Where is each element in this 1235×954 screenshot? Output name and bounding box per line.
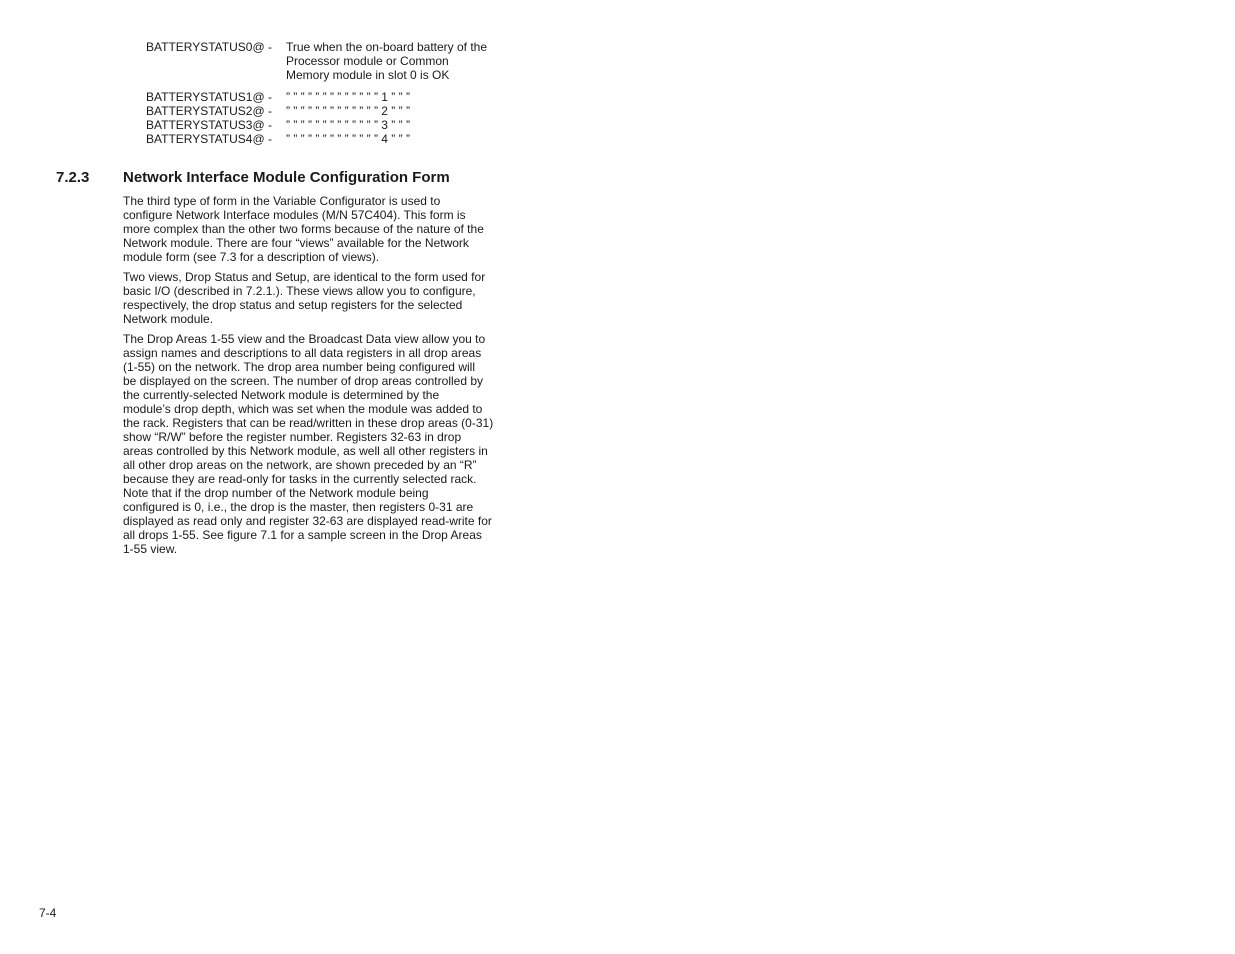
battery-status-definitions xyxy=(146,40,516,146)
paragraph xyxy=(123,332,511,556)
text-line: Network module. xyxy=(123,312,214,326)
text-line: assign names and descriptions to all data registers in all drop areas xyxy=(123,346,482,360)
section-body xyxy=(123,194,511,562)
text-line: the currently-selected Network module is determined by the xyxy=(123,388,440,402)
text-line: 1-55 view. xyxy=(123,542,178,556)
text-line: module form (see 7.3 for a description of views). xyxy=(123,250,380,264)
definition-line: Processor module or Common xyxy=(286,54,449,68)
text-line: The Drop Areas 1-55 view and the Broadcast Data view allow you to xyxy=(123,332,486,346)
text-line: all drops 1-55. See figure 7.1 for a sample screen in the Drop Areas xyxy=(123,528,482,542)
text-line: Note that if the drop number of the Network module being xyxy=(123,486,429,500)
ditto-marks: ” ” ” ” ” ” ” ” ” ” ” ” ” 3 ” ” ” xyxy=(286,118,410,132)
paragraph xyxy=(123,270,511,326)
ditto-marks: ” ” ” ” ” ” ” ” ” ” ” ” ” 1 ” ” ” xyxy=(286,90,410,104)
definition-row xyxy=(146,118,516,132)
definition-line: Memory module in slot 0 is OK xyxy=(286,68,450,82)
text-line: basic I/O (described in 7.2.1.). These views allow you to configure, xyxy=(123,284,476,298)
text-line: because they are read-only for tasks in the currently selected rack. xyxy=(123,472,477,486)
text-line: module’s drop depth, which was set when the module was added to xyxy=(123,402,483,416)
text-line: more complex than the other two forms because of the nature of the xyxy=(123,222,484,236)
definition-row xyxy=(146,40,516,82)
definition-term: BATTERYSTATUS4@ - xyxy=(146,132,272,146)
ditto-marks: ” ” ” ” ” ” ” ” ” ” ” ” ” 2 ” ” ” xyxy=(286,104,410,118)
text-line: areas controlled by this Network module, as well all other registers in xyxy=(123,444,488,458)
definition-row xyxy=(146,90,516,104)
text-line: (1-55) on the network. The drop area number being configured will xyxy=(123,360,475,374)
definition-row xyxy=(146,104,516,118)
definition-description xyxy=(286,40,516,82)
section-title: Network Interface Module Configuration Form xyxy=(123,169,450,186)
ditto-marks: ” ” ” ” ” ” ” ” ” ” ” ” ” 4 ” ” ” xyxy=(286,132,410,146)
definition-term: BATTERYSTATUS2@ - xyxy=(146,104,272,118)
text-line: Network module. There are four “views” available for the Network xyxy=(123,236,469,250)
text-line: The third type of form in the Variable Configurator is used to xyxy=(123,194,441,208)
section-heading xyxy=(56,169,450,187)
definition-term: BATTERYSTATUS3@ - xyxy=(146,118,272,132)
text-line: the rack. Registers that can be read/written in these drop areas (0-31) xyxy=(123,416,494,430)
text-line: displayed as read only and register 32-63 are displayed read-write for xyxy=(123,514,492,528)
definition-term: BATTERYSTATUS0@ - xyxy=(146,40,272,54)
text-line: be displayed on the screen. The number of drop areas controlled by xyxy=(123,374,483,388)
text-line: all other drop areas on the network, are shown preceded by an “R” xyxy=(123,458,477,472)
definition-term: BATTERYSTATUS1@ - xyxy=(146,90,272,104)
text-line: respectively, the drop status and setup registers for the selected xyxy=(123,298,463,312)
text-line: configure Network Interface modules (M/N 57C404). This form is xyxy=(123,208,466,222)
text-line: show “R/W” before the register number. Registers 32-63 in drop xyxy=(123,430,462,444)
paragraph xyxy=(123,194,511,264)
text-line: Two views, Drop Status and Setup, are identical to the form used for xyxy=(123,270,486,284)
definition-row xyxy=(146,132,516,146)
page-number: 7-4 xyxy=(39,906,57,920)
definition-line: True when the on-board battery of the xyxy=(286,40,488,54)
section-number: 7.2.3 xyxy=(56,169,90,186)
text-line: configured is 0, i.e., the drop is the master, then registers 0-31 are xyxy=(123,500,474,514)
